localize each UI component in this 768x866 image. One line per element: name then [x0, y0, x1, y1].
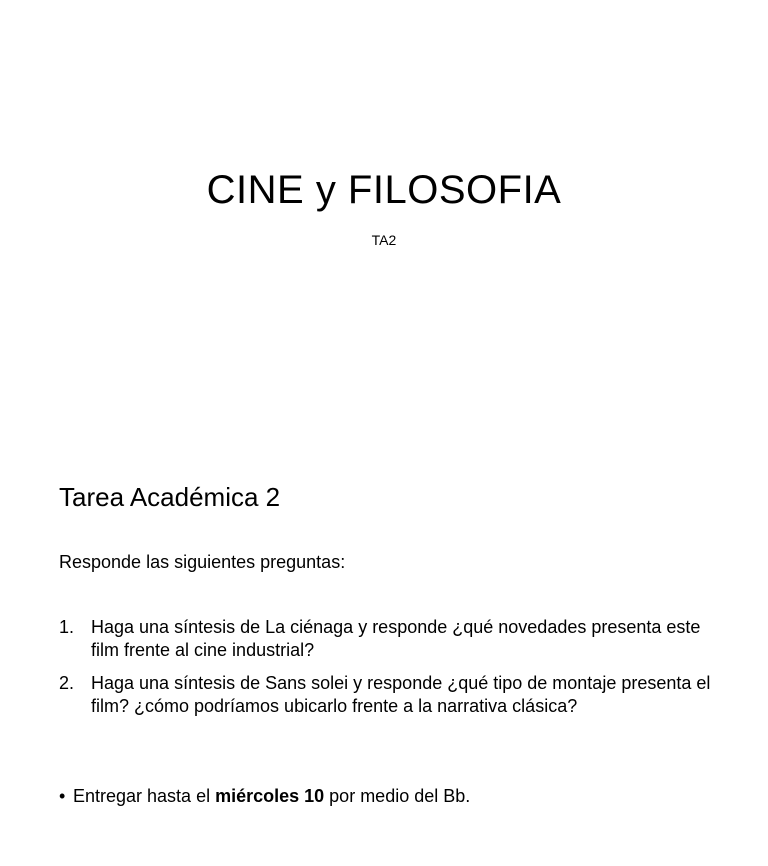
section-heading: Tarea Académica 2: [59, 482, 281, 512]
slide-subtitle: TA2: [371, 232, 397, 248]
list-item-number: 2.: [59, 673, 75, 693]
content-slide: [0, 430, 768, 866]
slide-title: CINE y FILOSOFIA: [206, 168, 562, 212]
note-suffix: por medio del Bb.: [324, 786, 471, 806]
note-prefix: Entregar hasta el: [73, 786, 216, 806]
intro-text: Responde las siguientes preguntas:: [59, 552, 346, 572]
list-item: [59, 616, 719, 662]
note-deadline: miércoles 10: [215, 786, 325, 806]
list-item: [59, 672, 719, 718]
list-item-text: Haga una síntesis de La ciénaga y responde ¿qué novedades presenta este film frente al cine industrial?: [91, 617, 701, 660]
bullet-icon: •: [59, 786, 66, 806]
question-list: [59, 616, 719, 728]
title-slide: [0, 0, 768, 430]
list-item-text: Haga una síntesis de Sans solei y responde ¿qué tipo de montaje presenta el film? ¿cómo podríamos ubicarlo frente a la narrativa clásica?: [91, 673, 711, 716]
list-item-number: 1.: [59, 617, 75, 637]
delivery-note: [59, 784, 470, 808]
